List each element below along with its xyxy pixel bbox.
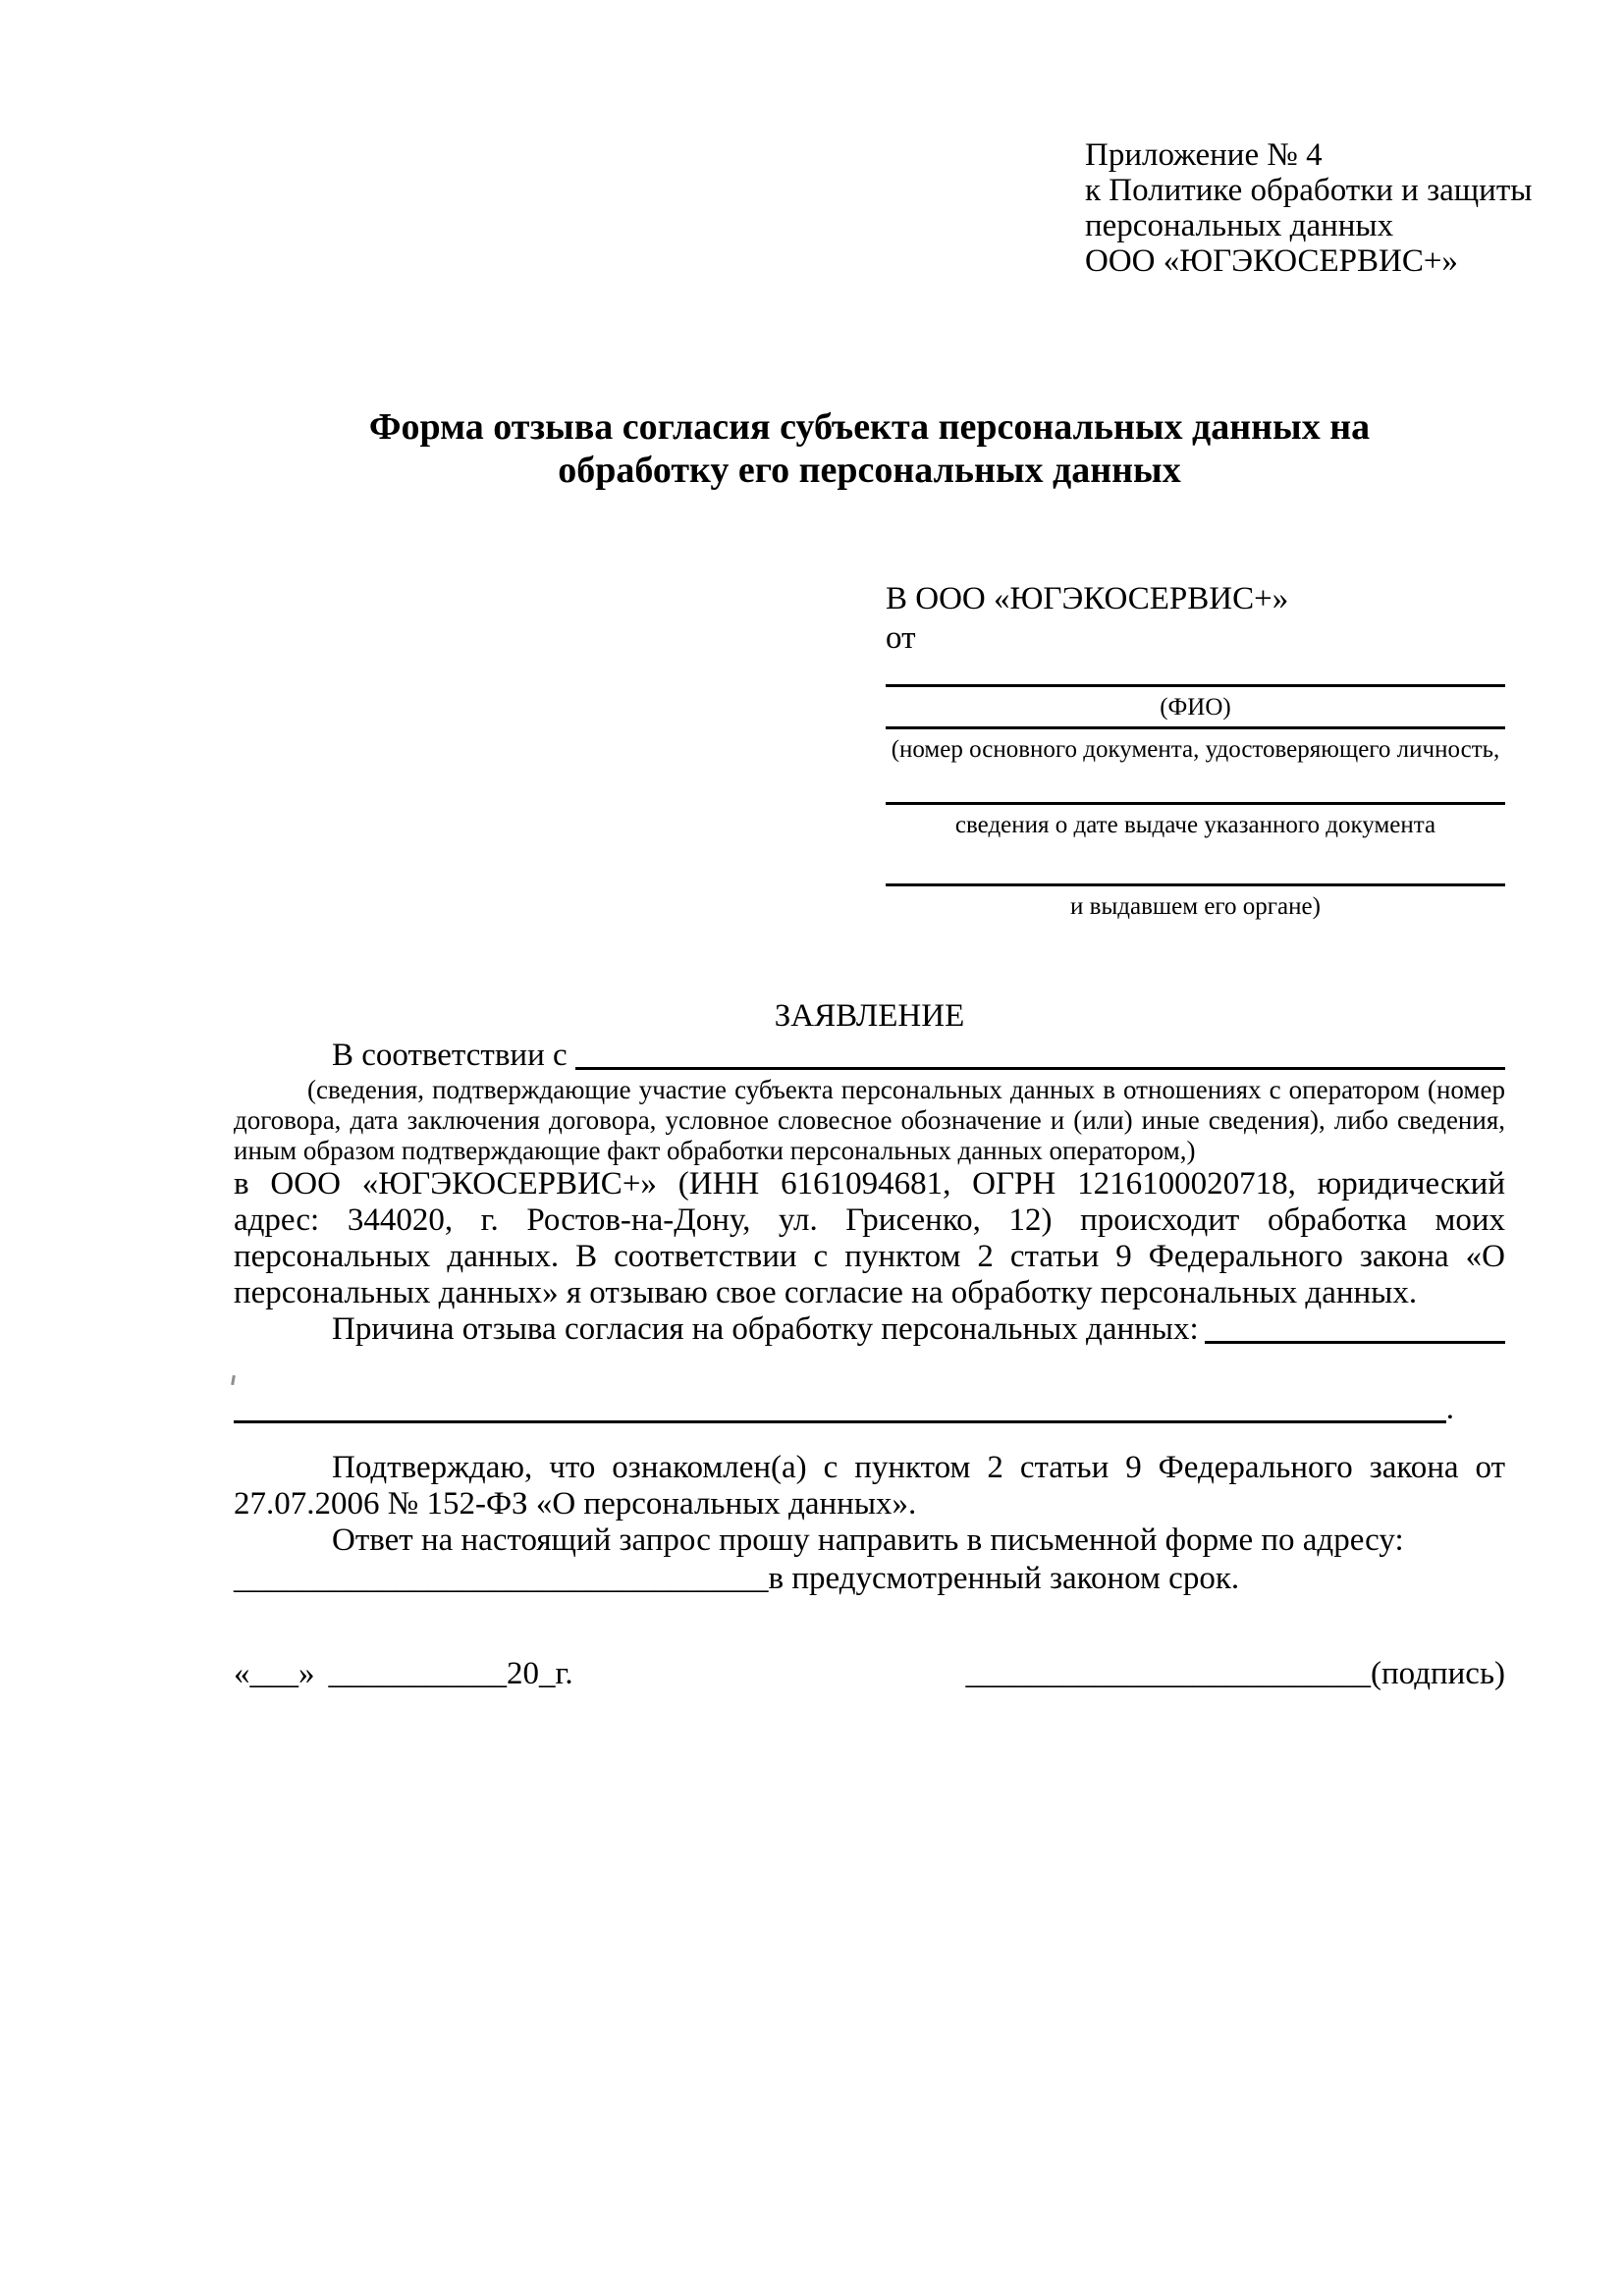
- withdrawal-reason-prefix: Причина отзыва согласия на обработку персональных данных:: [332, 1311, 1199, 1347]
- fio-field-label: (ФИО): [1160, 694, 1231, 721]
- document-title-line: обработку его персональных данных: [558, 450, 1181, 491]
- document-number-fill-in-line: [886, 721, 1505, 729]
- withdrawal-reason-line: [234, 1311, 1505, 1348]
- stray-mark: [231, 1375, 236, 1385]
- addressee-from-label: от: [886, 620, 916, 656]
- statement-footnote: (сведения, подтверждающие участие субъекта персональных данных в отношениях с оператором (номер договора, дата заключения договора, условное словесное обозначение и (или) иные сведения), либо сведения, иным образом подтверждающие факт обработки персональных данных оператором,): [234, 1075, 1505, 1165]
- reason-continuation-line: [234, 1389, 1454, 1428]
- document-title-line: Форма отзыва согласия субъекта персональных данных на: [368, 406, 1371, 448]
- statement-intro-prefix: В соответствии с: [332, 1038, 568, 1073]
- signature-field: [966, 1654, 1506, 1693]
- document-number-field-label: (номер основного документа, удостоверяющего личность,: [891, 736, 1500, 763]
- issuing-authority-fill-in-line: [886, 839, 1505, 886]
- date-year-text: 20_г.: [507, 1656, 573, 1691]
- issue-date-fill-in-line: [886, 764, 1505, 805]
- addressee-to: В ООО «ЮГЭКОСЕРВИС+»: [886, 581, 1289, 616]
- reply-address-line: [234, 1559, 1505, 1598]
- statement-intro-line: [234, 1036, 1505, 1075]
- statement-body: в ООО «ЮГЭКОСЕРВИС+» (ИНН 6161094681, ОГРН 1216100020718, юридический адрес: 344020, г. Ростов-на-Дону, ул. Грисенко, 12) происходит обработка моих персональных данных. В соответствии с пунктом 2 статьи 9 Федерального закона «О персональных данных» я отзываю свое согласие на обработку персональных данных.: [234, 1166, 1505, 1310]
- confirmation-paragraph: Подтверждаю, что ознакомлен(а) с пунктом 2 статьи 9 Федерального закона от 27.07.2006 № 152-ФЗ «О персональных данных».: [234, 1450, 1505, 1522]
- reply-address-fill-in-line: _________________________________: [234, 1561, 769, 1596]
- addressee-block: [886, 579, 1505, 921]
- date-signature-row: [234, 1654, 1505, 1693]
- issuing-authority-field-label: и выдавшем его органе): [1070, 893, 1321, 920]
- date-field: [234, 1654, 573, 1693]
- appendix-header-line: персональных данных: [1085, 208, 1394, 243]
- appendix-header-line: Приложение № 4: [1085, 137, 1323, 173]
- reason-line-period: .: [1445, 1391, 1454, 1426]
- appendix-header-line: ООО «ЮГЭКОСЕРВИС+»: [1085, 243, 1458, 279]
- blank-area: [234, 1348, 1505, 1389]
- statement-heading: ЗАЯВЛЕНИЕ: [774, 998, 965, 1034]
- fio-fill-in-line: [886, 658, 1505, 687]
- reason-continuation-fill-in-line: [234, 1389, 1446, 1423]
- date-month-fill-in-line: ___________: [328, 1656, 507, 1691]
- issue-date-field-label: сведения о дате выдаче указанного документа: [954, 812, 1436, 838]
- date-day-quotes: «___»: [234, 1656, 315, 1691]
- appendix-header: [1085, 137, 1533, 279]
- reply-tail-text: в предусмотренный законом срок.: [768, 1561, 1240, 1596]
- withdrawal-reason-fill-in-line: [1205, 1311, 1505, 1344]
- signature-label: (подпись): [1371, 1656, 1505, 1691]
- appendix-header-line: к Политике обработки и защиты: [1085, 173, 1533, 208]
- reply-request-paragraph: Ответ на настоящий запрос прошу направить в письменной форме по адресу:: [332, 1522, 1404, 1558]
- statement-intro-fill-in-line: [575, 1036, 1505, 1070]
- document-title: [234, 405, 1505, 492]
- signature-fill-in-line: _________________________: [965, 1656, 1371, 1691]
